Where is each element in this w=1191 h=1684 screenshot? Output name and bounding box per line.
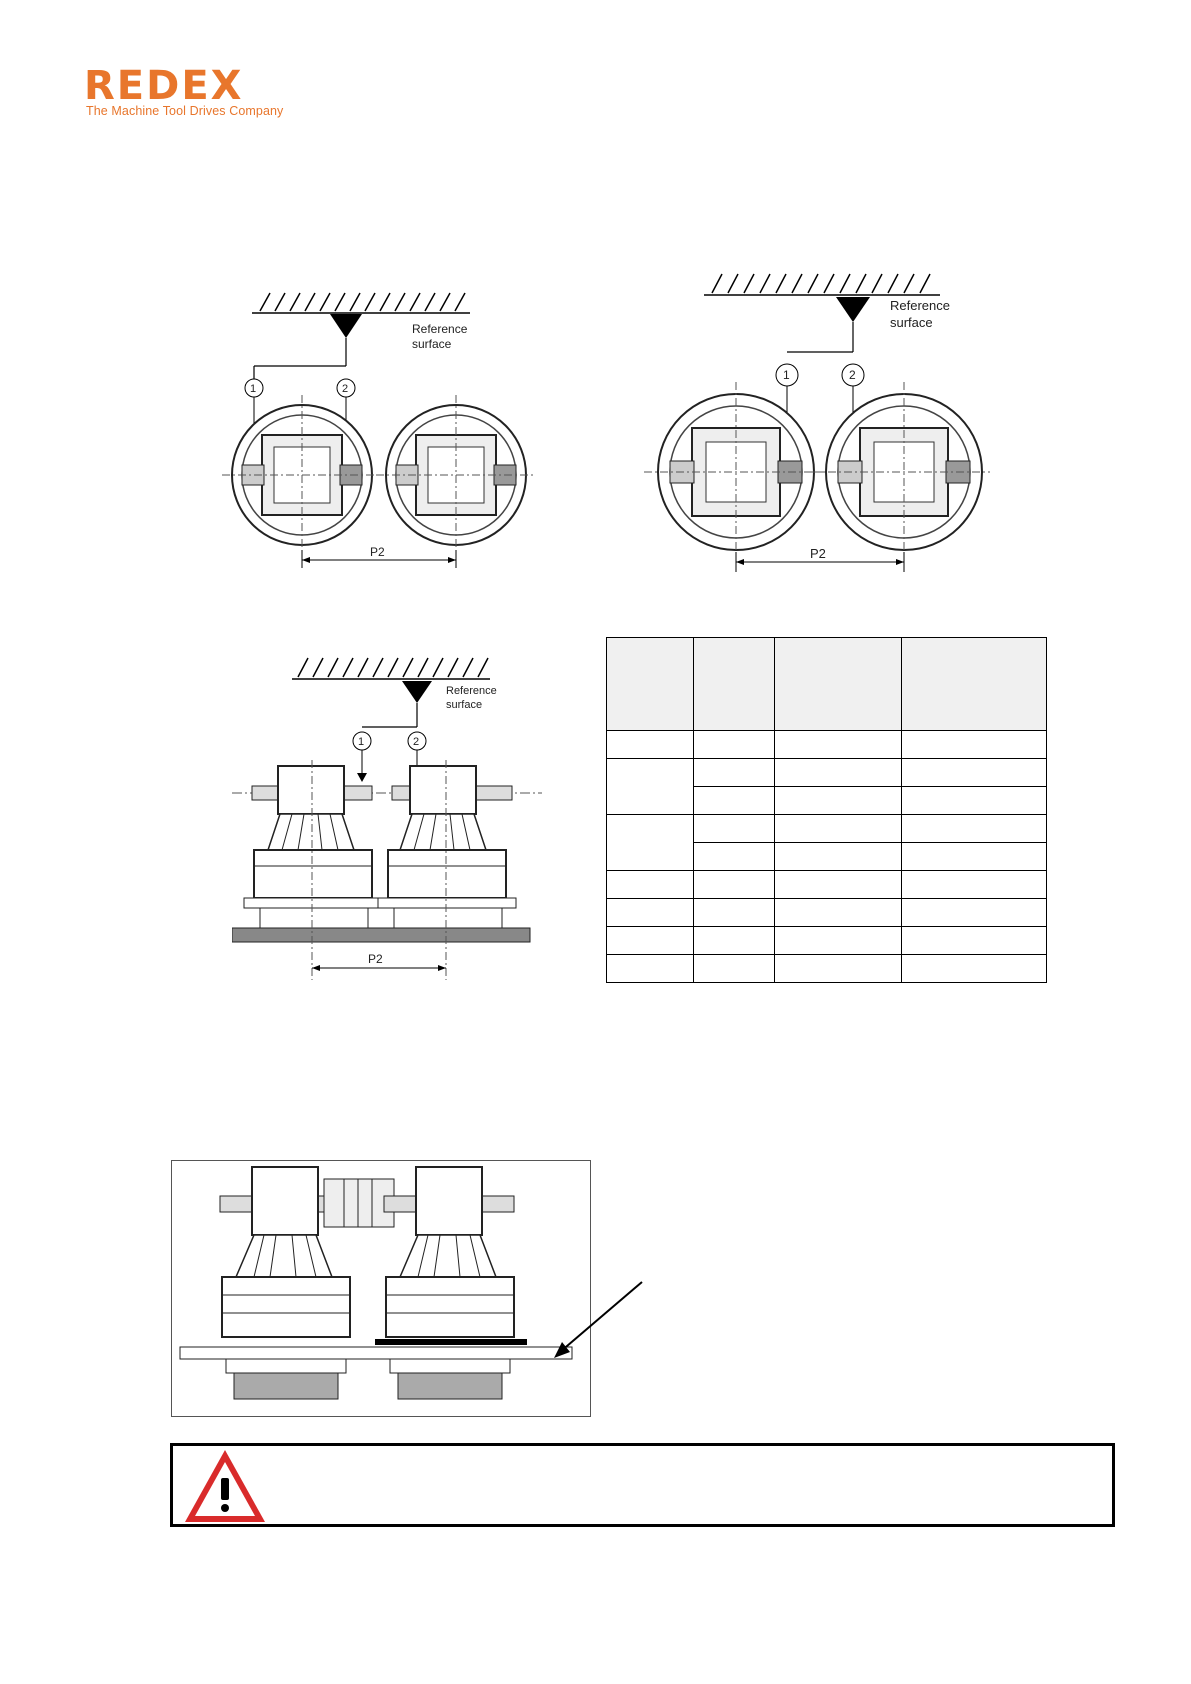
table-row — [607, 731, 1047, 759]
table-header-cell — [775, 638, 902, 731]
dimension-p2: P2 — [368, 952, 383, 966]
reference-label: Reference — [412, 322, 468, 336]
warning-triangle-icon — [183, 1448, 267, 1524]
figure-plan-view-small — [220, 288, 560, 573]
figure-side-view — [232, 650, 542, 985]
marker-1: 1 — [358, 736, 365, 748]
table-row — [607, 871, 1047, 899]
spec-table — [606, 637, 1047, 983]
table-row — [607, 927, 1047, 955]
surface-label: surface — [890, 315, 933, 330]
reference-label: Reference — [890, 298, 950, 313]
table-row — [607, 759, 1047, 787]
marker-2: 2 — [342, 383, 349, 395]
figure-plan-view-large — [640, 268, 990, 578]
reference-label: Reference — [446, 685, 497, 697]
marker-2: 2 — [849, 368, 856, 382]
table-header-cell — [607, 638, 694, 731]
logo-tagline: The Machine Tool Drives Company — [86, 104, 284, 118]
table-row — [607, 899, 1047, 927]
shim-plate — [375, 1339, 527, 1345]
marker-1: 1 — [250, 383, 257, 395]
surface-label: surface — [446, 699, 483, 711]
marker-2: 2 — [413, 736, 420, 748]
table-header-cell — [902, 638, 1047, 731]
table-header-row — [607, 638, 1047, 731]
logo-wordmark: REDEX — [84, 63, 244, 109]
marker-1: 1 — [783, 368, 790, 382]
surface-label: surface — [412, 337, 452, 351]
table-row — [607, 815, 1047, 843]
table-row — [607, 955, 1047, 983]
warning-box — [170, 1443, 1115, 1527]
dimension-p2: P2 — [370, 545, 385, 559]
table-header-cell — [694, 638, 775, 731]
shim-pointer-arrow — [550, 1280, 650, 1360]
figure-shim-illustration — [171, 1160, 591, 1417]
dimension-p2: P2 — [810, 546, 826, 561]
